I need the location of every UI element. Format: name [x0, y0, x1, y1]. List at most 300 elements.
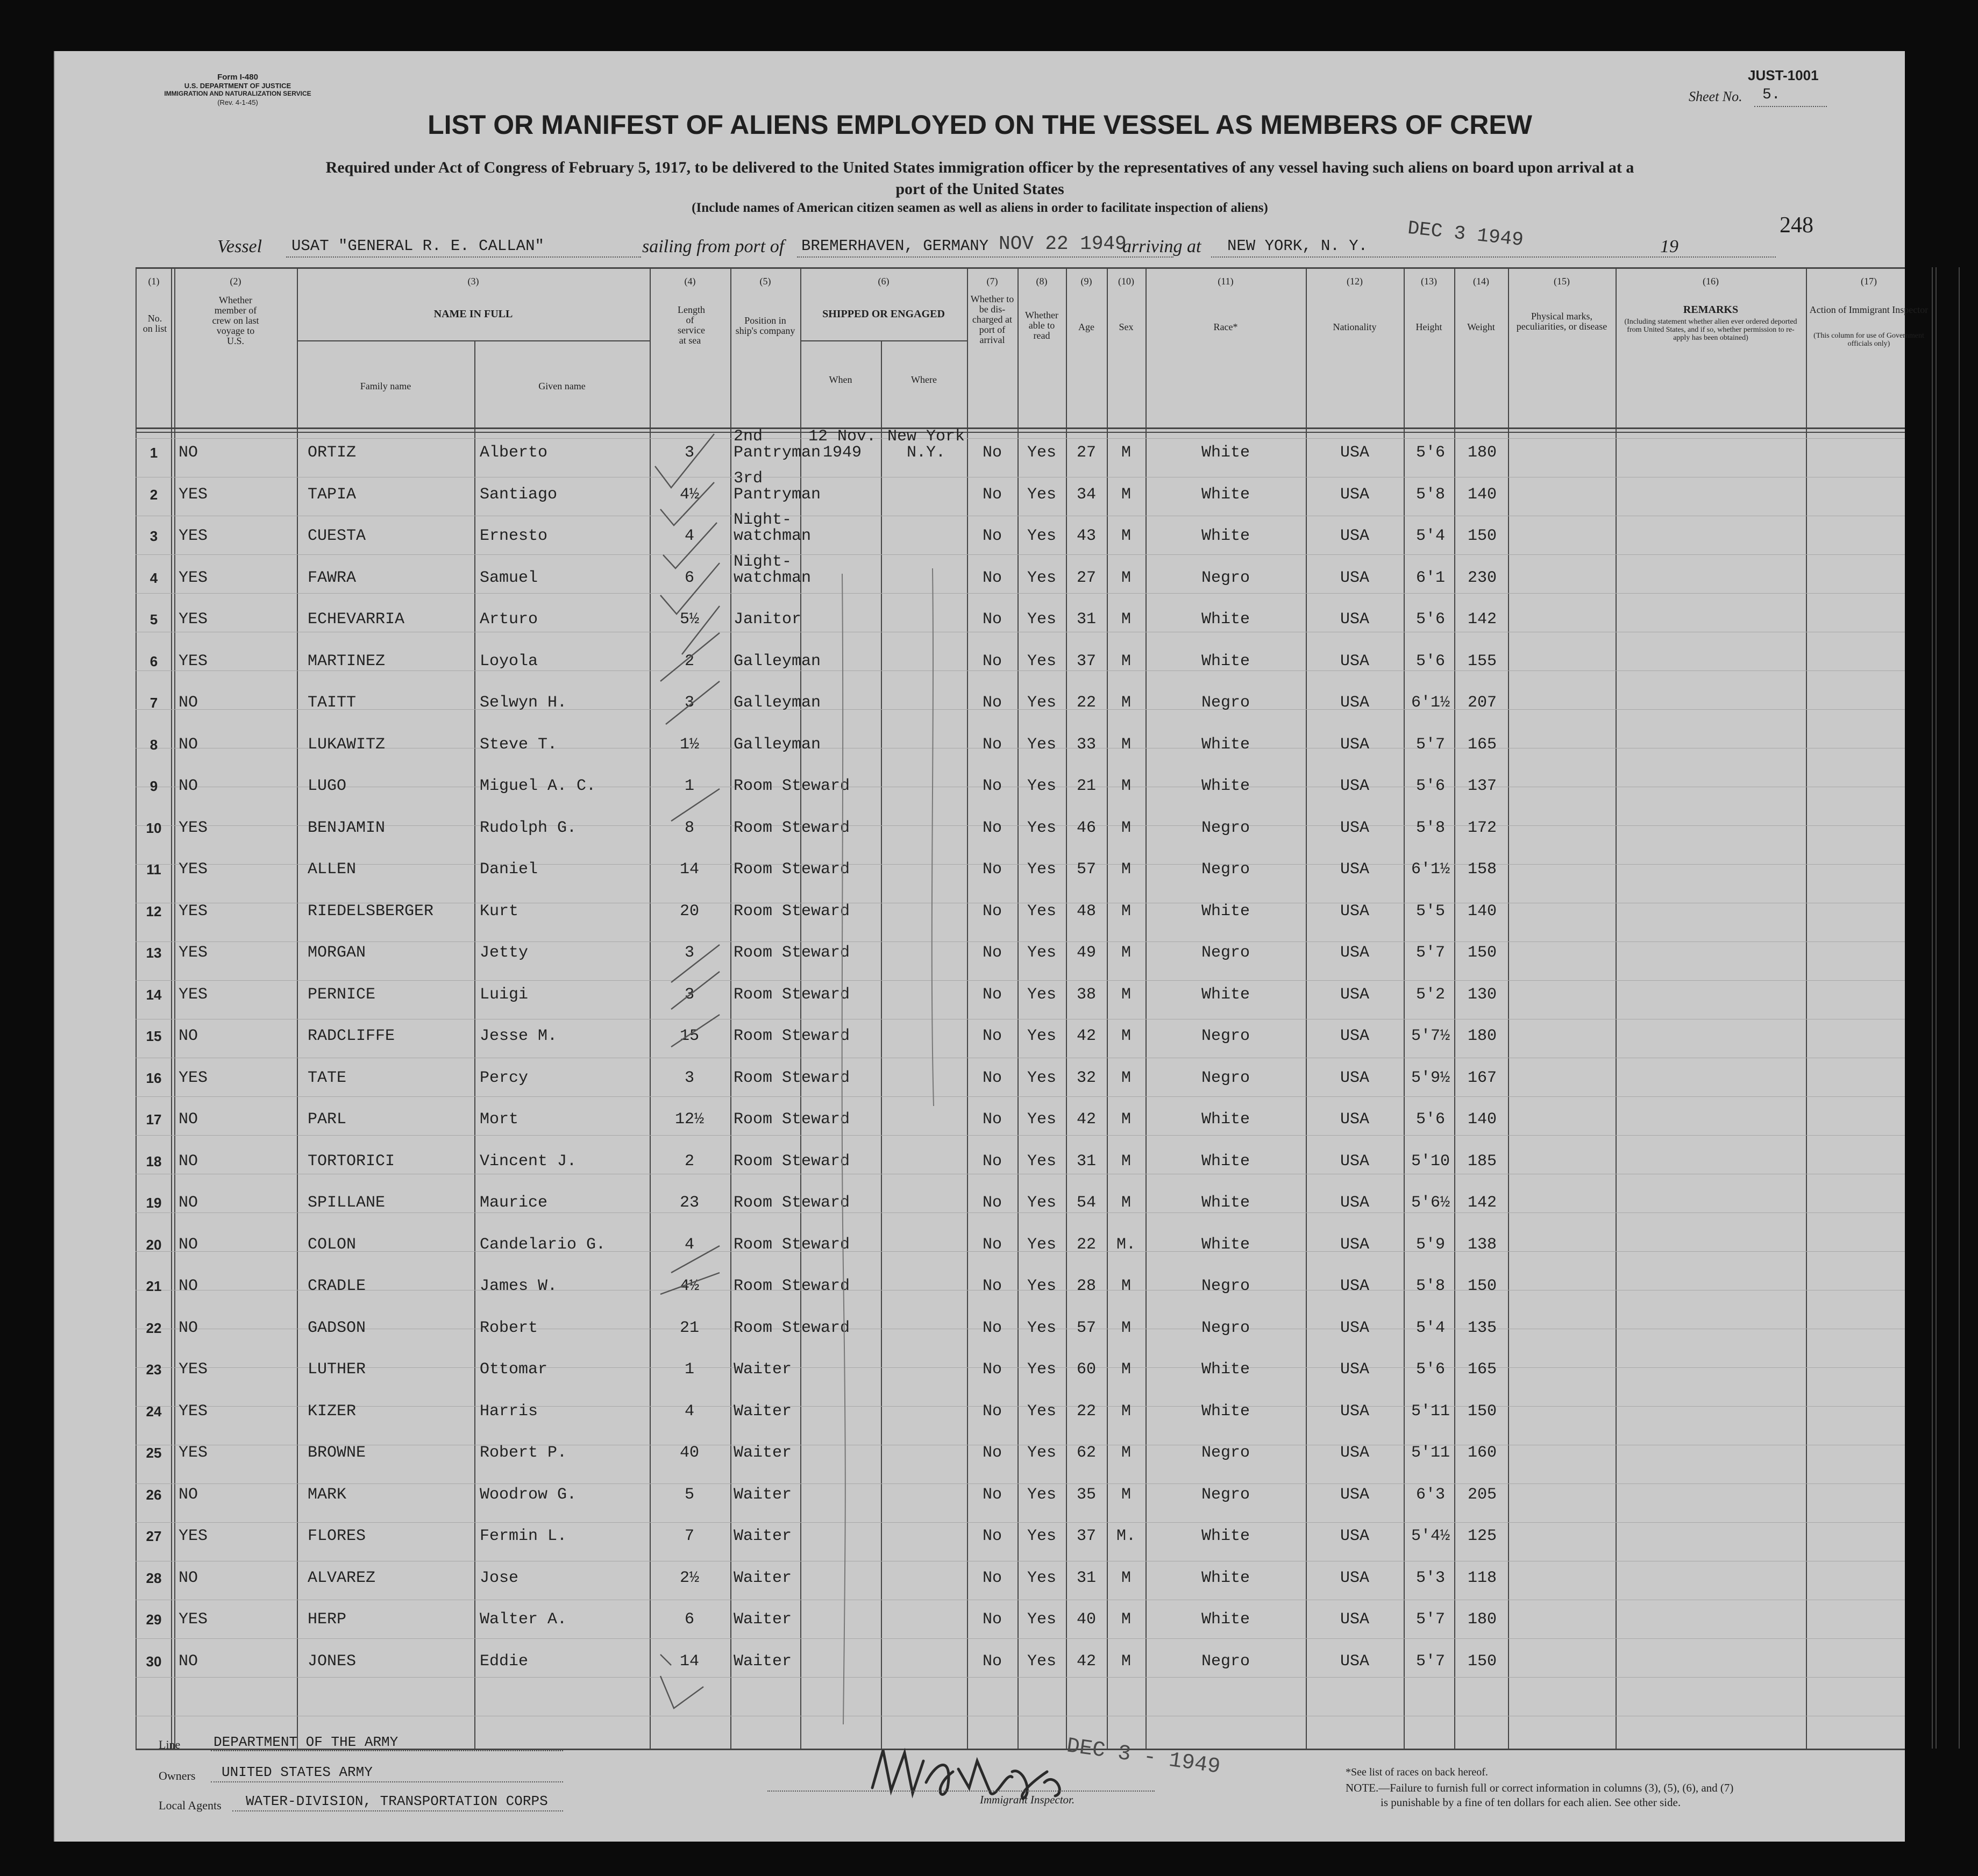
- discharged-cell: No: [982, 652, 1002, 670]
- weight-cell: 125: [1467, 1527, 1497, 1545]
- row-number: 2: [150, 486, 158, 503]
- height-cell: 5'9½: [1411, 1068, 1450, 1087]
- age-cell: 31: [1076, 1152, 1096, 1171]
- race-cell: White: [1201, 735, 1250, 754]
- prev-voyage-cell: NO: [179, 694, 198, 712]
- weight-cell: 207: [1467, 694, 1497, 712]
- weight-cell: 150: [1467, 944, 1497, 962]
- race-cell: White: [1201, 1235, 1250, 1254]
- age-cell: 32: [1076, 1068, 1096, 1087]
- nationality-cell: USA: [1340, 1277, 1369, 1295]
- family-name-cell: ECHEVARRIA: [308, 610, 405, 629]
- nationality-cell: USA: [1340, 818, 1369, 837]
- race-cell: White: [1201, 777, 1250, 795]
- able-to-read-cell: Yes: [1027, 1568, 1056, 1587]
- discharged-cell: No: [982, 610, 1002, 629]
- able-to-read-cell: Yes: [1027, 1485, 1056, 1504]
- table-top-border: [136, 267, 1905, 269]
- able-to-read-cell: Yes: [1027, 694, 1056, 712]
- race-cell: White: [1201, 902, 1250, 921]
- shipped-where-cell: New York N.Y.: [887, 427, 965, 462]
- discharged-cell: No: [982, 860, 1002, 879]
- discharged-cell: No: [982, 1318, 1002, 1337]
- ruling-line: [136, 593, 1905, 594]
- header-race: Race*: [1213, 322, 1238, 332]
- age-cell: 22: [1076, 694, 1096, 712]
- sex-cell: M: [1121, 1652, 1131, 1671]
- form-department: U.S. DEPARTMENT OF JUSTICE: [184, 82, 291, 90]
- row-number: 28: [146, 1570, 162, 1586]
- header-shipped-engaged: SHIPPED OR ENGAGED: [822, 308, 945, 320]
- given-name-cell: Walter A.: [480, 1610, 567, 1629]
- row-number: 11: [146, 861, 161, 878]
- col-number: (16): [1703, 276, 1719, 287]
- weight-cell: 155: [1467, 652, 1497, 670]
- col-number: (15): [1554, 276, 1570, 287]
- header-able-read: Whether able to read: [1025, 310, 1058, 341]
- race-cell: Negro: [1201, 694, 1250, 712]
- nationality-cell: USA: [1340, 902, 1369, 921]
- family-name-cell: MARTINEZ: [308, 652, 386, 670]
- header-position: Position in ship's company: [735, 315, 795, 336]
- given-name-cell: Candelario G.: [480, 1235, 606, 1254]
- col-divider: [730, 267, 731, 1749]
- col-divider: [1508, 267, 1509, 1749]
- race-cell: White: [1201, 527, 1250, 545]
- family-name-cell: ALVAREZ: [308, 1568, 376, 1587]
- service-length-cell: 15: [679, 1027, 699, 1045]
- position-cell: Galleyman: [734, 735, 821, 754]
- form-service: IMMIGRATION AND NATURALIZATION SERVICE: [164, 90, 311, 97]
- weight-cell: 140: [1467, 485, 1497, 504]
- given-name-cell: Ottomar: [480, 1360, 548, 1379]
- row-number: 7: [150, 695, 158, 711]
- given-name-cell: Harris: [480, 1402, 538, 1421]
- col-divider: [1959, 267, 1960, 1749]
- row-number: 17: [146, 1111, 162, 1128]
- given-name-cell: Mort: [480, 1110, 519, 1129]
- header-when: When: [829, 374, 852, 385]
- form-code: JUST-1001: [1748, 67, 1819, 83]
- line-label: Line: [159, 1738, 181, 1751]
- discharged-cell: No: [982, 1444, 1002, 1462]
- prev-voyage-cell: YES: [179, 1610, 208, 1629]
- arrival-date-stamp: DEC 3 1949: [1406, 217, 1525, 252]
- position-cell: Room Steward: [734, 1194, 850, 1212]
- subtitle-note: (Include names of American citizen seamen as well as aliens in order to facilitate inspection of aliens): [692, 201, 1268, 215]
- col-divider: [1806, 267, 1807, 1749]
- position-cell: Waiter: [734, 1485, 792, 1504]
- sex-cell: M: [1121, 1152, 1131, 1171]
- family-name-cell: JONES: [308, 1652, 357, 1671]
- position-cell: Room Steward: [734, 777, 850, 795]
- sex-cell: M: [1121, 444, 1131, 462]
- row-number: 9: [150, 778, 158, 794]
- row-number: 6: [150, 653, 158, 669]
- family-name-cell: PERNICE: [308, 985, 376, 1004]
- weight-cell: 205: [1467, 1485, 1497, 1504]
- height-cell: 5'11: [1411, 1444, 1450, 1462]
- given-name-cell: Samuel: [480, 568, 538, 587]
- height-cell: 5'7½: [1411, 1027, 1450, 1045]
- given-name-cell: Luigi: [480, 985, 529, 1004]
- nationality-cell: USA: [1340, 1235, 1369, 1254]
- arriving-label: arriving at: [1122, 237, 1201, 256]
- header-nationality: Nationality: [1333, 322, 1377, 332]
- prev-voyage-cell: YES: [179, 860, 208, 879]
- age-cell: 48: [1076, 902, 1096, 921]
- family-name-cell: FAWRA: [308, 568, 357, 587]
- discharged-cell: No: [982, 1235, 1002, 1254]
- crew-table: [136, 267, 1929, 1749]
- col-number: (14): [1473, 276, 1489, 287]
- nationality-cell: USA: [1340, 985, 1369, 1004]
- ruling-line: [136, 554, 1905, 555]
- height-cell: 6'1½: [1411, 860, 1450, 879]
- weight-cell: 142: [1467, 610, 1497, 629]
- family-name-cell: SPILLANE: [308, 1194, 386, 1212]
- header-family-name: Family name: [360, 381, 411, 391]
- fine-note-line2: is punishable by a fine of ten dollars for each alien. See other side.: [1381, 1796, 1681, 1809]
- name-subheader-line: [297, 340, 650, 341]
- row-number: 21: [146, 1278, 162, 1294]
- discharged-cell: No: [982, 444, 1002, 462]
- position-cell: Room Steward: [734, 944, 850, 962]
- given-name-cell: Miguel A. C.: [480, 777, 596, 795]
- family-name-cell: FLORES: [308, 1527, 366, 1545]
- race-cell: White: [1201, 1568, 1250, 1587]
- weight-cell: 135: [1467, 1318, 1497, 1337]
- weight-cell: 172: [1467, 818, 1497, 837]
- race-cell: Negro: [1201, 1318, 1250, 1337]
- service-length-cell: 7: [684, 1527, 694, 1545]
- weight-cell: 180: [1467, 1027, 1497, 1045]
- sheet-no-line: [1754, 106, 1827, 107]
- height-cell: 5'8: [1415, 1277, 1445, 1295]
- service-length-cell: 23: [679, 1194, 699, 1212]
- sex-cell: M: [1121, 527, 1131, 545]
- family-name-cell: LUTHER: [308, 1360, 366, 1379]
- race-cell: Negro: [1201, 1277, 1250, 1295]
- able-to-read-cell: Yes: [1027, 1610, 1056, 1629]
- nationality-cell: USA: [1340, 1652, 1369, 1671]
- age-cell: 49: [1076, 944, 1096, 962]
- sex-cell: M: [1121, 1068, 1131, 1087]
- weight-cell: 137: [1467, 777, 1497, 795]
- position-cell: Room Steward: [734, 985, 850, 1004]
- subtitle-line2: port of the United States: [895, 180, 1064, 198]
- ruling-line: [136, 670, 1905, 671]
- discharged-cell: No: [982, 568, 1002, 587]
- row-number: 25: [146, 1445, 162, 1461]
- sex-cell: M: [1121, 1318, 1131, 1337]
- sex-cell: M: [1121, 902, 1131, 921]
- able-to-read-cell: Yes: [1027, 1027, 1056, 1045]
- prev-voyage-cell: NO: [179, 1652, 198, 1671]
- position-cell: Room Steward: [734, 1318, 850, 1337]
- able-to-read-cell: Yes: [1027, 818, 1056, 837]
- nationality-cell: USA: [1340, 1610, 1369, 1629]
- age-cell: 57: [1076, 860, 1096, 879]
- header-action: Action of Immigrant Inspector: [1809, 304, 1929, 315]
- age-cell: 27: [1076, 444, 1096, 462]
- nationality-cell: USA: [1340, 1068, 1369, 1087]
- position-cell: Waiter: [734, 1444, 792, 1462]
- weight-cell: 140: [1467, 1110, 1497, 1129]
- discharged-cell: No: [982, 1652, 1002, 1671]
- position-cell: 3rd Pantryman: [734, 469, 821, 504]
- service-length-cell: 4½: [679, 485, 699, 504]
- weight-cell: 180: [1467, 444, 1497, 462]
- row-number: 18: [146, 1153, 162, 1169]
- row-number: 1: [150, 445, 158, 461]
- prev-voyage-cell: YES: [179, 944, 208, 962]
- sex-cell: M: [1121, 944, 1131, 962]
- subtitle-line1: Required under Act of Congress of February 5, 1917, to be delivered to the United States immigration officer by the representatives of any vessel having such aliens on board upon arrival at a: [325, 159, 1634, 176]
- age-cell: 46: [1076, 818, 1096, 837]
- discharged-cell: No: [982, 485, 1002, 504]
- height-cell: 5'6: [1415, 444, 1445, 462]
- prev-voyage-cell: YES: [179, 902, 208, 921]
- col-number: (4): [684, 276, 696, 287]
- able-to-read-cell: Yes: [1027, 1235, 1056, 1254]
- sex-cell: M: [1121, 485, 1131, 504]
- prev-voyage-cell: NO: [179, 1318, 198, 1337]
- service-length-cell: 5½: [679, 610, 699, 629]
- pencil-check-marks: [650, 429, 730, 1746]
- position-cell: Galleyman: [734, 652, 821, 670]
- able-to-read-cell: Yes: [1027, 1277, 1056, 1295]
- col-number: (12): [1347, 276, 1363, 287]
- position-cell: Room Steward: [734, 1277, 850, 1295]
- discharged-cell: No: [982, 735, 1002, 754]
- able-to-read-cell: Yes: [1027, 1318, 1056, 1337]
- family-name-cell: TAPIA: [308, 485, 357, 504]
- ruling-line: [136, 438, 1905, 439]
- race-cell: White: [1201, 610, 1250, 629]
- form-revision: (Rev. 4-1-45): [217, 98, 258, 106]
- races-note: *See list of races on back hereof.: [1346, 1766, 1488, 1778]
- given-name-cell: James W.: [480, 1277, 558, 1295]
- service-length-cell: 12½: [674, 1110, 704, 1129]
- row-number: 8: [150, 736, 158, 753]
- height-cell: 6'3: [1415, 1485, 1445, 1504]
- sex-cell: M: [1121, 1360, 1131, 1379]
- ruling-line: [136, 1677, 1905, 1678]
- age-cell: 54: [1076, 1194, 1096, 1212]
- able-to-read-cell: Yes: [1027, 527, 1056, 545]
- discharged-cell: No: [982, 1527, 1002, 1545]
- nationality-cell: USA: [1340, 527, 1369, 545]
- sex-cell: M: [1121, 1027, 1131, 1045]
- position-cell: Waiter: [734, 1652, 792, 1671]
- given-name-cell: Steve T.: [480, 735, 558, 754]
- nationality-cell: USA: [1340, 1402, 1369, 1421]
- prev-voyage-cell: YES: [179, 610, 208, 629]
- service-length-cell: 14: [679, 860, 699, 879]
- able-to-read-cell: Yes: [1027, 902, 1056, 921]
- height-cell: 5'4: [1415, 1318, 1445, 1337]
- age-cell: 57: [1076, 1318, 1096, 1337]
- sex-cell: M: [1121, 860, 1131, 879]
- header-sex: Sex: [1119, 322, 1134, 332]
- age-cell: 42: [1076, 1027, 1096, 1045]
- age-cell: 60: [1076, 1360, 1096, 1379]
- col-divider: [1932, 267, 1933, 1749]
- prev-voyage-cell: YES: [179, 1068, 208, 1087]
- position-cell: Room Steward: [734, 1110, 850, 1129]
- position-cell: Night- watchman: [734, 511, 812, 545]
- family-name-cell: MARK: [308, 1485, 347, 1504]
- sex-cell: M: [1121, 818, 1131, 837]
- height-cell: 5'7: [1415, 735, 1445, 754]
- height-cell: 5'6: [1415, 652, 1445, 670]
- race-cell: White: [1201, 1610, 1250, 1629]
- able-to-read-cell: Yes: [1027, 860, 1056, 879]
- sex-cell: M: [1121, 777, 1131, 795]
- prev-voyage-cell: NO: [179, 444, 198, 462]
- line-rule: [211, 1750, 563, 1751]
- col-number: (1): [148, 276, 160, 287]
- header-height: Height: [1415, 322, 1442, 332]
- race-cell: White: [1201, 652, 1250, 670]
- header-where: Where: [911, 374, 937, 385]
- weight-cell: 150: [1467, 1277, 1497, 1295]
- service-length-cell: 4: [684, 527, 694, 545]
- service-length-cell: 1: [684, 777, 694, 795]
- discharged-cell: No: [982, 944, 1002, 962]
- row-number: 30: [146, 1653, 162, 1670]
- race-cell: White: [1201, 1402, 1250, 1421]
- row-number: 24: [146, 1403, 162, 1420]
- row-number: 29: [146, 1611, 162, 1628]
- prev-voyage-cell: YES: [179, 652, 208, 670]
- row-number: 13: [146, 945, 162, 961]
- able-to-read-cell: Yes: [1027, 985, 1056, 1004]
- col-divider: [1616, 267, 1617, 1749]
- height-cell: 5'11: [1411, 1402, 1450, 1421]
- prev-voyage-cell: YES: [179, 485, 208, 504]
- ditto-lines: [800, 568, 967, 1741]
- ruling-line: [136, 1522, 1905, 1523]
- nationality-cell: USA: [1340, 1194, 1369, 1212]
- sex-cell: M: [1121, 1568, 1131, 1587]
- sex-cell: M.: [1116, 1235, 1136, 1254]
- nationality-cell: USA: [1340, 1568, 1369, 1587]
- discharged-cell: No: [982, 1152, 1002, 1171]
- given-name-cell: Alberto: [480, 444, 548, 462]
- prev-voyage-cell: NO: [179, 1152, 198, 1171]
- race-cell: White: [1201, 1110, 1250, 1129]
- col-number: (8): [1036, 276, 1048, 287]
- service-length-cell: 4: [684, 1402, 694, 1421]
- prev-voyage-cell: NO: [179, 1568, 198, 1587]
- age-cell: 62: [1076, 1444, 1096, 1462]
- from-port: BREMERHAVEN, GERMANY: [801, 237, 989, 255]
- fine-note-line1: NOTE.—Failure to furnish full or correct information in columns (3), (5), (6), and (7): [1346, 1781, 1734, 1794]
- col-divider: [174, 267, 175, 1749]
- page-number: 248: [1780, 213, 1813, 238]
- discharged-cell: No: [982, 1068, 1002, 1087]
- row-number: 12: [146, 903, 162, 919]
- ruling-line: [136, 1638, 1905, 1639]
- discharged-cell: No: [982, 1360, 1002, 1379]
- age-cell: 34: [1076, 485, 1096, 504]
- height-cell: 5'6: [1415, 610, 1445, 629]
- given-name-cell: Jesse M.: [480, 1027, 558, 1045]
- age-cell: 21: [1076, 777, 1096, 795]
- given-name-cell: Daniel: [480, 860, 538, 879]
- col-divider: [297, 267, 298, 1749]
- service-length-cell: 20: [679, 902, 699, 921]
- service-length-cell: 4: [684, 1235, 694, 1254]
- weight-cell: 167: [1467, 1068, 1497, 1087]
- race-cell: White: [1201, 985, 1250, 1004]
- age-cell: 22: [1076, 1235, 1096, 1254]
- position-cell: Waiter: [734, 1527, 792, 1545]
- able-to-read-cell: Yes: [1027, 1110, 1056, 1129]
- header-no-on-list: No. on list: [143, 313, 167, 334]
- family-name-cell: KIZER: [308, 1402, 357, 1421]
- service-length-cell: 5: [684, 1485, 694, 1504]
- position-cell: Janitor: [734, 610, 802, 629]
- header-weight: Weight: [1467, 322, 1495, 332]
- service-length-cell: 3: [684, 944, 694, 962]
- height-cell: 5'6: [1415, 1110, 1445, 1129]
- row-number: 15: [146, 1028, 162, 1044]
- height-cell: 5'7: [1415, 944, 1445, 962]
- col-number: (6): [878, 276, 890, 287]
- agents-value: WATER-DIVISION, TRANSPORTATION CORPS: [246, 1793, 548, 1809]
- age-cell: 33: [1076, 735, 1096, 754]
- col-number: (11): [1218, 276, 1234, 287]
- height-cell: 5'4½: [1411, 1527, 1450, 1545]
- height-cell: 5'8: [1415, 818, 1445, 837]
- able-to-read-cell: Yes: [1027, 568, 1056, 587]
- header-bottom-border-2: [136, 432, 1905, 433]
- weight-cell: 180: [1467, 1610, 1497, 1629]
- height-cell: 5'7: [1415, 1610, 1445, 1629]
- prev-voyage-cell: NO: [179, 1110, 198, 1129]
- ruling-line: [136, 1212, 1905, 1213]
- inspector-label: Immigrant Inspector.: [980, 1793, 1075, 1806]
- height-cell: 5'2: [1415, 985, 1445, 1004]
- row-number: 16: [146, 1069, 162, 1086]
- discharged-cell: No: [982, 1485, 1002, 1504]
- service-length-cell: 6: [684, 568, 694, 587]
- height-cell: 6'1: [1415, 568, 1445, 587]
- owners-rule: [211, 1781, 563, 1782]
- col-divider: [1936, 267, 1937, 1749]
- discharged-cell: No: [982, 527, 1002, 545]
- sheet-number: 5.: [1762, 87, 1781, 103]
- weight-cell: 138: [1467, 1235, 1497, 1254]
- weight-cell: 160: [1467, 1444, 1497, 1462]
- weight-cell: 130: [1467, 985, 1497, 1004]
- form-number: Form I-480: [217, 73, 258, 82]
- given-name-cell: Selwyn H.: [480, 694, 567, 712]
- able-to-read-cell: Yes: [1027, 1402, 1056, 1421]
- position-cell: Room Steward: [734, 860, 850, 879]
- service-length-cell: 2½: [679, 1568, 699, 1587]
- prev-voyage-cell: NO: [179, 1485, 198, 1504]
- ruling-line: [136, 1096, 1905, 1097]
- prev-voyage-cell: NO: [179, 1235, 198, 1254]
- discharged-cell: No: [982, 1568, 1002, 1587]
- prev-voyage-cell: YES: [179, 1402, 208, 1421]
- nationality-cell: USA: [1340, 652, 1369, 670]
- weight-cell: 118: [1467, 1568, 1497, 1587]
